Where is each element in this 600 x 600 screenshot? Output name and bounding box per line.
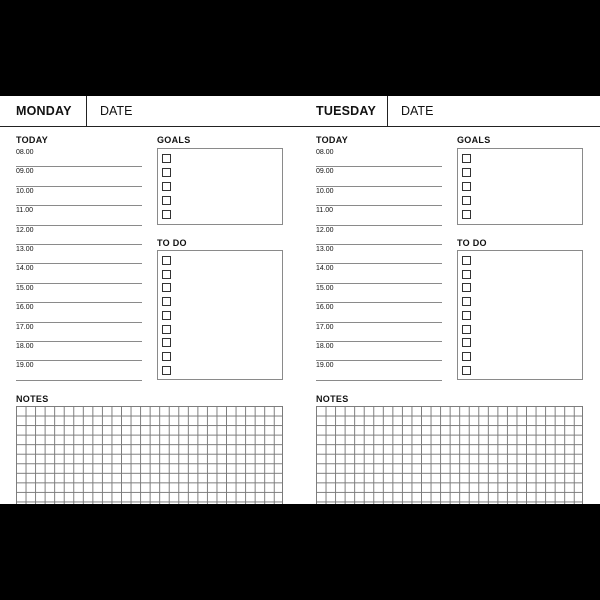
time-slot-row[interactable] bbox=[16, 360, 142, 380]
todo-checkbox[interactable] bbox=[462, 256, 471, 265]
date-field-tuesday[interactable]: DATE bbox=[401, 104, 434, 118]
time-slot-row[interactable] bbox=[316, 205, 442, 225]
todo-checkbox[interactable] bbox=[162, 311, 171, 320]
time-label: 16.00 bbox=[16, 304, 34, 312]
goal-checkbox[interactable] bbox=[162, 210, 171, 219]
time-slot-row[interactable] bbox=[16, 205, 142, 225]
time-label: 18.00 bbox=[16, 343, 34, 350]
time-label: 08.00 bbox=[316, 149, 334, 156]
goals-heading: GOALS bbox=[157, 135, 191, 145]
time-label: 12.00 bbox=[316, 226, 334, 234]
goal-checkbox[interactable] bbox=[462, 182, 471, 191]
goal-checkbox[interactable] bbox=[462, 154, 471, 163]
time-slot-row[interactable] bbox=[316, 263, 442, 283]
time-label: 08.00 bbox=[16, 149, 34, 156]
time-slot-row[interactable] bbox=[16, 244, 142, 264]
todo-checkbox[interactable] bbox=[162, 297, 171, 306]
todo-checkbox[interactable] bbox=[162, 283, 171, 292]
time-label: 15.00 bbox=[316, 284, 334, 292]
todo-checkbox[interactable] bbox=[162, 352, 171, 361]
time-slot-row[interactable] bbox=[316, 147, 442, 167]
todo-checkbox[interactable] bbox=[462, 338, 471, 347]
time-slot-row[interactable] bbox=[16, 147, 142, 167]
day-title-tuesday: TUESDAY bbox=[316, 104, 376, 118]
time-slot-row[interactable] bbox=[316, 322, 442, 342]
time-slot-row[interactable] bbox=[16, 283, 142, 303]
todo-checkbox[interactable] bbox=[462, 297, 471, 306]
time-slot-row[interactable] bbox=[16, 322, 142, 342]
notes-heading: NOTES bbox=[316, 394, 349, 404]
today-heading: TODAY bbox=[16, 135, 49, 145]
time-slot-row[interactable] bbox=[316, 360, 442, 380]
time-label: 09.00 bbox=[16, 168, 34, 176]
todo-checkbox[interactable] bbox=[462, 283, 471, 292]
todo-checkbox[interactable] bbox=[462, 311, 471, 320]
todo-checkbox[interactable] bbox=[462, 352, 471, 361]
day-title-monday: MONDAY bbox=[16, 104, 72, 118]
time-label: 09.00 bbox=[316, 168, 334, 176]
page-monday bbox=[0, 96, 300, 504]
goal-checkbox[interactable] bbox=[462, 168, 471, 177]
time-label: 13.00 bbox=[316, 246, 334, 253]
goal-checkbox[interactable] bbox=[162, 182, 171, 191]
time-slot-row[interactable] bbox=[16, 341, 142, 361]
time-label: 12.00 bbox=[16, 226, 34, 234]
time-slot-row[interactable] bbox=[316, 283, 442, 303]
time-slot-row[interactable] bbox=[316, 244, 442, 264]
time-label: 18.00 bbox=[316, 343, 334, 350]
time-slot-row[interactable] bbox=[316, 302, 442, 322]
time-slot-row[interactable] bbox=[16, 302, 142, 322]
time-slot-row[interactable] bbox=[316, 166, 442, 186]
time-label: 17.00 bbox=[16, 323, 34, 331]
page-tuesday bbox=[300, 96, 600, 504]
time-slot-row[interactable] bbox=[316, 186, 442, 206]
time-slot-row[interactable] bbox=[16, 166, 142, 186]
time-label: 10.00 bbox=[316, 187, 334, 195]
todo-checkbox[interactable] bbox=[162, 366, 171, 375]
todo-checkbox[interactable] bbox=[162, 270, 171, 279]
time-label: 19.00 bbox=[16, 362, 34, 370]
goal-checkbox[interactable] bbox=[162, 154, 171, 163]
time-label: 19.00 bbox=[316, 362, 334, 370]
notes-heading: NOTES bbox=[16, 394, 49, 404]
goals-box bbox=[157, 148, 283, 225]
todo-checkbox[interactable] bbox=[462, 325, 471, 334]
goals-box bbox=[457, 148, 583, 225]
todo-box bbox=[457, 250, 583, 380]
todo-checkbox[interactable] bbox=[162, 325, 171, 334]
todo-box bbox=[157, 250, 283, 380]
goal-checkbox[interactable] bbox=[462, 196, 471, 205]
time-label: 11.00 bbox=[316, 207, 333, 215]
todo-checkbox[interactable] bbox=[462, 270, 471, 279]
todo-heading: TO DO bbox=[457, 238, 487, 248]
planner-sheet bbox=[0, 96, 600, 504]
time-slot-row[interactable] bbox=[316, 225, 442, 245]
time-slot-row[interactable] bbox=[16, 186, 142, 206]
time-label: 17.00 bbox=[316, 323, 334, 331]
time-label: 15.00 bbox=[16, 284, 34, 292]
goal-checkbox[interactable] bbox=[162, 196, 171, 205]
time-label: 14.00 bbox=[16, 265, 34, 273]
todo-heading: TO DO bbox=[157, 238, 187, 248]
time-label: 16.00 bbox=[316, 304, 334, 312]
todo-checkbox[interactable] bbox=[162, 256, 171, 265]
time-label: 11.00 bbox=[16, 207, 33, 215]
todo-checkbox[interactable] bbox=[162, 338, 171, 347]
time-label: 14.00 bbox=[316, 265, 334, 273]
notes-grid[interactable] bbox=[16, 406, 283, 504]
date-field-monday[interactable]: DATE bbox=[100, 104, 133, 118]
time-slot-row[interactable] bbox=[316, 341, 442, 361]
goals-heading: GOALS bbox=[457, 135, 491, 145]
goal-checkbox[interactable] bbox=[462, 210, 471, 219]
notes-grid[interactable] bbox=[316, 406, 583, 504]
time-label: 10.00 bbox=[16, 187, 34, 195]
today-heading: TODAY bbox=[316, 135, 349, 145]
time-label: 13.00 bbox=[16, 246, 34, 253]
goal-checkbox[interactable] bbox=[162, 168, 171, 177]
time-slot-row[interactable] bbox=[16, 263, 142, 283]
time-slot-row[interactable] bbox=[16, 225, 142, 245]
todo-checkbox[interactable] bbox=[462, 366, 471, 375]
